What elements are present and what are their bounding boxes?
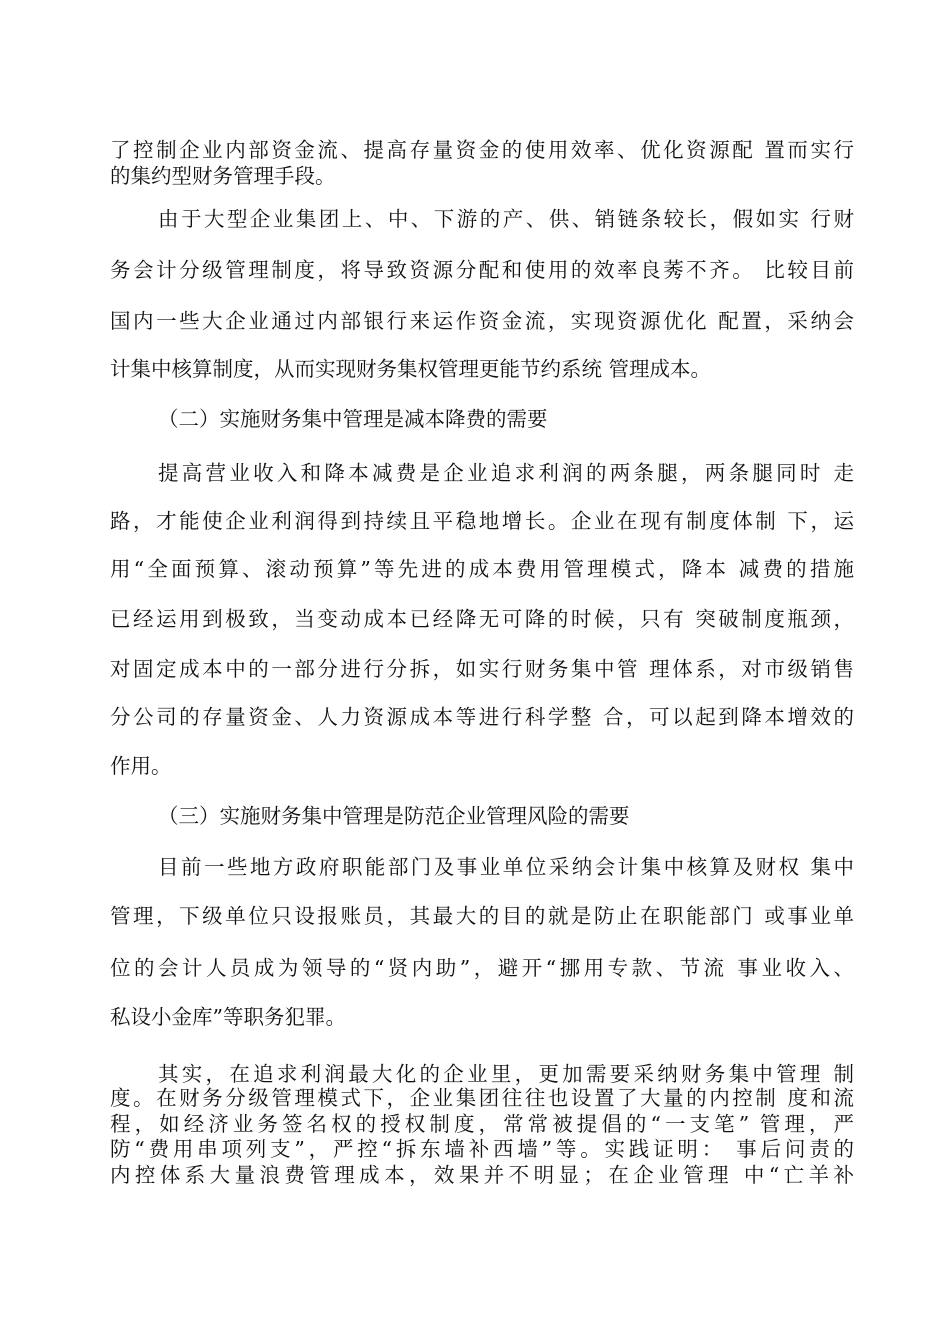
paragraph-line: 务会计分级管理制度，将导致资源分配和使用的效率良莠不齐。 比较目前 <box>110 258 854 282</box>
paragraph-line: 提高营业收入和降本减费是企业追求利润的两条腿，两条腿同时 走 <box>158 461 854 485</box>
section-heading: （二）实施财务集中管理是减本降费的需要 <box>158 407 548 431</box>
paragraph-line: 计集中核算制度，从而实现财务集权管理更能节约系统 管理成本。 <box>110 357 712 381</box>
paragraph-line: 用“全面预算、滚动预算”等先进的成本费用管理模式，降本 减费的措施 <box>110 557 854 581</box>
paragraph-line: 分公司的存量资金、人力资源成本等进行科学整 合，可以起到降本增效的 <box>110 705 854 729</box>
paragraph-line: 程，如经济业务签名权的授权制度，常常被提倡的“一支笔” 管理，严 <box>110 1112 854 1136</box>
paragraph-line: 防“费用串项列支”，严控“拆东墙补西墙”等。实践证明： 事后问责的 <box>110 1137 854 1161</box>
paragraph-line: 国内一些大企业通过内部银行来运作资金流，实现资源优化 配置，采纳会 <box>110 309 854 333</box>
paragraph-line: 已经运用到极致，当变动成本已经降无可降的时候，只有 突破制度瓶颈， <box>110 607 854 631</box>
paragraph-line: 的集约型财务管理手段。 <box>110 164 336 188</box>
section-heading: （三）实施财务集中管理是防范企业管理风险的需要 <box>158 804 630 828</box>
paragraph-line: 管理，下级单位只设报账员，其最大的目的就是防止在职能部门 或事业单 <box>110 904 854 928</box>
paragraph-line: 对固定成本中的一部分进行分拆，如实行财务集中管 理体系，对市级销售 <box>110 657 854 681</box>
paragraph-line: 了控制企业内部资金流、提高存量资金的使用效率、优化资源配 置而实行 <box>110 138 854 162</box>
paragraph-line: 私设小金库”等职务犯罪。 <box>110 1005 346 1029</box>
paragraph-line: 位的会计人员成为领导的“贤内助”，避开“挪用专款、节流 事业收入、 <box>110 956 854 980</box>
paragraph-line: 路，才能使企业利润得到持续且平稳地增长。企业在现有制度体制 下，运 <box>110 509 854 533</box>
paragraph-line: 由于大型企业集团上、中、下游的产、供、销链条较长，假如实 行财 <box>158 207 854 231</box>
paragraph-line: 度。在财务分级管理模式下，企业集团往往也设置了大量的内控制 度和流 <box>110 1086 854 1110</box>
paragraph-line: 目前一些地方政府职能部门及事业单位采纳会计集中核算及财权 集中 <box>158 855 854 879</box>
paragraph-line: 其实，在追求利润最大化的企业里，更加需要采纳财务集中管理 制 <box>158 1062 854 1086</box>
paragraph-line: 作用。 <box>110 754 172 778</box>
paragraph-line: 内控体系大量浪费管理成本，效果并不明显；在企业管理 中“亡羊补 <box>110 1163 854 1187</box>
